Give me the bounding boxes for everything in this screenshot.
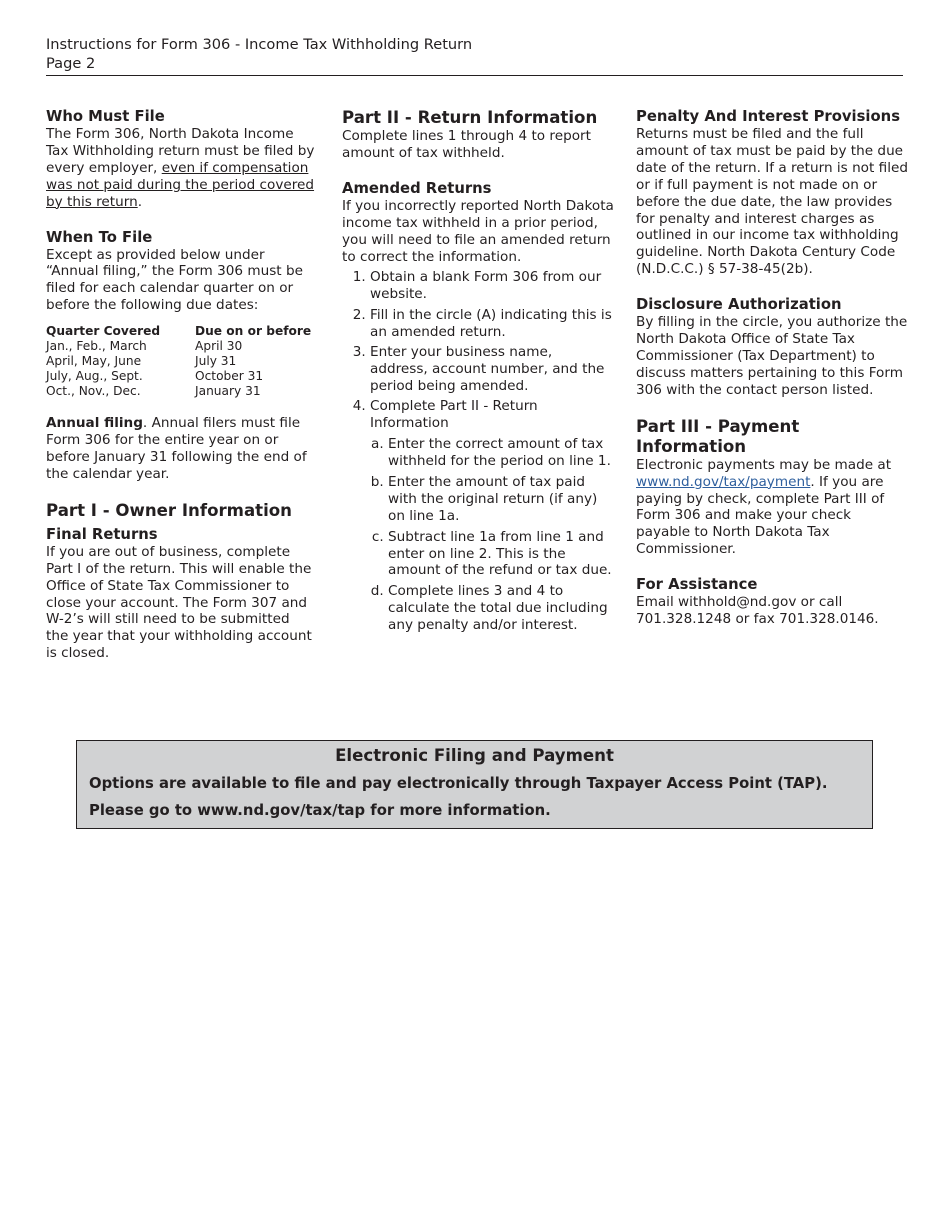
box-line-website: Please go to www.nd.gov/tax/tap for more information. bbox=[89, 802, 551, 819]
final-returns-text: If you are out of business, complete Part I of the return. This will enable the Office of State Tax Commissioner to close your account. The Form 307 and W-2’s will still need to be submitted the year that your withholding account is closed. bbox=[46, 543, 312, 662]
list-item: d. Complete lines 3 and 4 to calculate the total due including any penalty and/or interest. bbox=[388, 583, 614, 634]
table-cell: Jan., Feb., March bbox=[46, 339, 147, 354]
when-to-file-heading: When To File bbox=[46, 228, 153, 246]
table-cell: April 30 bbox=[195, 339, 243, 354]
table-row bbox=[46, 354, 311, 369]
list-item: 3. Enter your business name, address, account number, and the period being amended. bbox=[370, 344, 614, 395]
part-one-heading: Part I - Owner Information bbox=[46, 500, 292, 520]
column-header: Due on or before bbox=[195, 324, 312, 339]
who-must-file-text: The Form 306, North Dakota Income Tax Withholding return must be filed by every employer, even if compensation was not paid during the period covered by this return. bbox=[46, 126, 315, 210]
page-header bbox=[46, 35, 903, 76]
part-two-heading: Part II - Return Information bbox=[342, 108, 598, 127]
list-item: b. Enter the amount of tax paid with the original return (if any) on line 1a. bbox=[388, 474, 614, 525]
column-right bbox=[636, 108, 908, 628]
list-item: 4. Complete Part II - Return Information a. Enter the correct amount of tax withheld for the period on line 1. b. Enter the amount of tax paid with the original return (if any) on line 1a. c. Subtract line 1a from line 1 and enter on line 2. This is the amount of the refund or tax due. d. Complete lines 3 and 4 to calculate the total due including any penalty and/or interest. bbox=[370, 398, 614, 634]
table-cell: January 31 bbox=[195, 384, 261, 399]
table-row bbox=[46, 384, 311, 399]
when-to-file-text: Except as provided below under “Annual filing,” the Form 306 must be filed for each calendar quarter on or before the following due dates: bbox=[46, 246, 303, 314]
penalty-text: Returns must be filed and the full amount of tax must be paid by the due date of the return. If a return is not filed or if full payment is not made on or before the due date, the law provides for penalty and interest charges as outlined in our income tax withholding guideline. North Dakota Century Code (N.D.C.C.) § 57-38-45(2b). bbox=[636, 126, 908, 278]
table-cell: July, Aug., Sept. bbox=[46, 369, 143, 384]
amended-returns-text: If you incorrectly reported North Dakota income tax withheld in a prior period, you will need to file an amended return to correct the information. bbox=[342, 197, 614, 265]
penalty-heading: Penalty And Interest Provisions bbox=[636, 108, 900, 125]
table-cell: April, May, June bbox=[46, 354, 142, 369]
table-row bbox=[46, 369, 311, 384]
annual-filing-text: Annual filing. Annual filers must file Form 306 for the entire year on or before January 31 following the end of the calendar year. bbox=[46, 415, 307, 482]
table-cell: Oct., Nov., Dec. bbox=[46, 384, 141, 399]
list-item: 2. Fill in the circle (A) indicating this is an amended return. bbox=[370, 307, 614, 341]
part-three-text: Electronic payments may be made at www.nd.gov/tax/payment. If you are paying by check, complete Part III of Form 306 and make your check payable to North Dakota Tax Commissioner. bbox=[636, 456, 892, 558]
column-left bbox=[46, 108, 316, 662]
due-dates-table bbox=[46, 324, 311, 399]
part-two-text: Complete lines 1 through 4 to report amount of tax withheld. bbox=[342, 128, 591, 161]
table-cell: October 31 bbox=[195, 369, 264, 384]
who-must-file-heading: Who Must File bbox=[46, 108, 165, 125]
table-row bbox=[46, 339, 311, 354]
list-item: 1. Obtain a blank Form 306 from our website. bbox=[370, 269, 614, 303]
assistance-heading: For Assistance bbox=[636, 576, 758, 594]
table-header-row bbox=[46, 324, 311, 339]
electronic-filing-box bbox=[76, 740, 873, 829]
amended-steps-list bbox=[342, 269, 614, 634]
assistance-text: Email withhold@nd.gov or call 701.328.1248 or fax 701.328.0146. bbox=[636, 594, 879, 628]
box-line-options: Options are available to file and pay electronically through Taxpayer Access Point (TAP). bbox=[89, 775, 828, 792]
disclosure-heading: Disclosure Authorization bbox=[636, 296, 842, 314]
part-three-heading: Part III - Payment Information bbox=[636, 416, 800, 456]
underlined-requirement: even if compensation was not paid during the period covered by this return bbox=[46, 159, 315, 210]
payment-link[interactable]: www.nd.gov/tax/payment bbox=[636, 473, 811, 490]
disclosure-text: By filling in the circle, you authorize the North Dakota Office of State Tax Commissioner (Tax Department) to discuss matters pertaining to this Form 306 with the contact person listed. bbox=[636, 314, 908, 398]
box-title: Electronic Filing and Payment bbox=[335, 746, 614, 765]
column-header: Quarter Covered bbox=[46, 324, 161, 339]
amended-returns-heading: Amended Returns bbox=[342, 179, 492, 197]
table-cell: July 31 bbox=[195, 354, 237, 369]
list-item: a. Enter the correct amount of tax withheld for the period on line 1. bbox=[388, 436, 614, 470]
list-item: c. Subtract line 1a from line 1 and enter on line 2. This is the amount of the refund or tax due. bbox=[388, 529, 614, 580]
page-number: Page 2 bbox=[46, 55, 96, 72]
column-middle bbox=[342, 108, 614, 638]
final-returns-heading: Final Returns bbox=[46, 525, 158, 543]
document-title: Instructions for Form 306 - Income Tax Withholding Return bbox=[46, 36, 473, 53]
substeps-list bbox=[370, 436, 614, 634]
